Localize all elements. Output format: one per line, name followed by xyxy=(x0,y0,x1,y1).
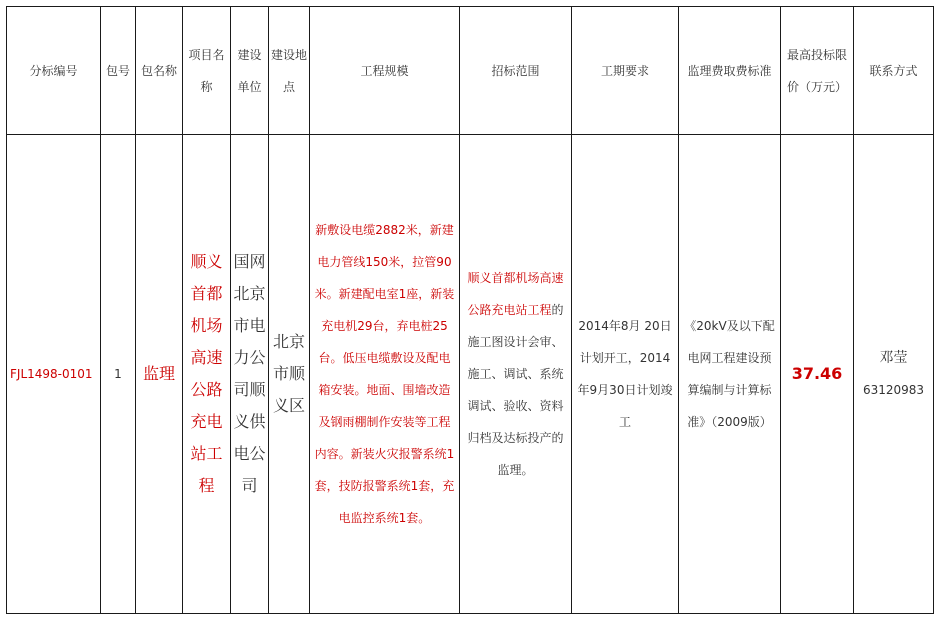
cell-scale: 新敷设电缆2882米，新建电力管线150米，拉管90米。新建配电室1座，新装充电机29台，弃电桩25台。低压电缆敷设及配电箱安装。地面、围墙改造及钢雨棚制作安装等工程内容。新装火灾报警系统1套，技防报警系统1套，充电监控系统1套。 xyxy=(310,135,460,614)
cell-contact xyxy=(854,135,934,614)
cell-location: 北京市顺义区 xyxy=(269,135,310,614)
header-location: 建设地点 xyxy=(269,7,310,135)
cell-builder: 国网北京市电力公司顺义供电公司 xyxy=(231,135,269,614)
cell-package-name: 监理 xyxy=(136,135,183,614)
cell-package: 1 xyxy=(101,135,136,614)
cell-lot-no: FJL1498-0101 xyxy=(7,135,101,614)
cell-scope-project: 顺义首都机场高速公路充电站工程 xyxy=(467,271,564,317)
header-package: 包号 xyxy=(101,7,136,135)
header-project-name: 项目名称 xyxy=(183,7,231,135)
cell-scope xyxy=(460,135,572,614)
cell-fee-standard: 《20kV及以下配电网工程建设预算编制与计算标准》（2009版） xyxy=(679,135,781,614)
header-fee-standard: 监理费取费标准 xyxy=(679,7,781,135)
header-row xyxy=(7,7,934,135)
header-scale: 工程规模 xyxy=(310,7,460,135)
cell-schedule: 2014年8月 20日计划开工，2014年9月30日计划竣工 xyxy=(572,135,679,614)
tender-table xyxy=(6,6,934,614)
table-row xyxy=(7,135,934,614)
cell-project-name: 顺义首都机场高速公路充电站工程 xyxy=(183,135,231,614)
contact-name: 邓莹 xyxy=(879,350,908,366)
header-max-price: 最高投标限价（万元） xyxy=(781,7,854,135)
contact-phone: 63120983 xyxy=(862,383,925,397)
header-scope: 招标范围 xyxy=(460,7,572,135)
cell-scope-text: 的施工图设计会审、施工、调试、系统调试、验收、资料归档及达标投产的监理。 xyxy=(467,303,564,477)
header-lot-no: 分标编号 xyxy=(7,7,101,135)
cell-max-price: 37.46 xyxy=(781,135,854,614)
header-contact: 联系方式 xyxy=(854,7,934,135)
header-schedule: 工期要求 xyxy=(572,7,679,135)
header-builder: 建设单位 xyxy=(231,7,269,135)
header-package-name: 包名称 xyxy=(136,7,183,135)
